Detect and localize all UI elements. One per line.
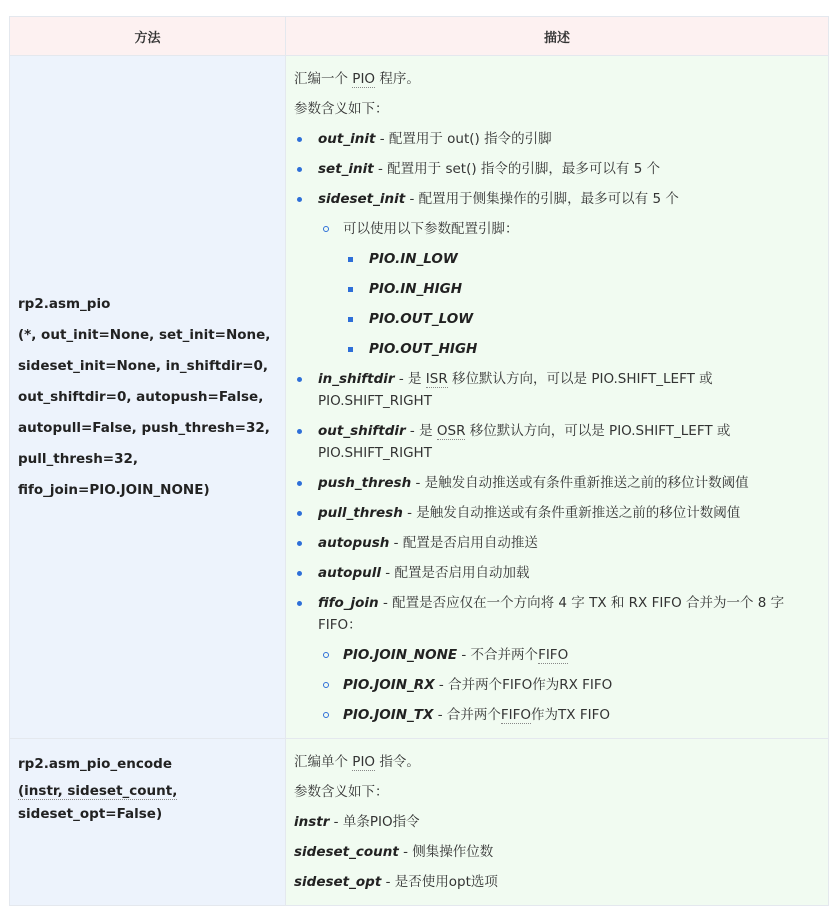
bullet-icon (297, 601, 302, 606)
abbr-pio: PIO (352, 71, 376, 87)
list-item: PIO.OUT_HIGH (294, 334, 820, 364)
bullet-icon (297, 511, 302, 516)
list-item: out_shiftdir - 是 OSR 移位默认方向，可以是 PIO.SHIFT_LEFT 或 PIO.SHIFT_RIGHT (294, 416, 820, 468)
method-arg-line: autopull=False, push_thresh=32, (18, 419, 270, 436)
list-item: push_thresh - 是触发自动推送或有条件重新推送之前的移位计数阈值 (294, 468, 820, 498)
list-item: fifo_join - 配置是否应仅在一个方向将 4 字 TX 和 RX FIFO 合并为一个 8 字 FIFO： (294, 588, 820, 640)
param-list (294, 124, 820, 730)
method-name: rp2.asm_pio_encode (18, 756, 172, 772)
list-item: out_init - 配置用于 out() 指令的引脚 (294, 124, 820, 154)
square-bullet-icon (348, 257, 353, 262)
method-description (286, 56, 829, 739)
param-line: sideset_count - 侧集操作位数 (294, 844, 494, 860)
description-intro: 汇编一个 PIO 程序。 (294, 71, 420, 87)
circle-bullet-icon (323, 652, 329, 658)
list-item: PIO.OUT_LOW (294, 304, 820, 334)
method-arg-line: pull_thresh=32, (18, 450, 139, 467)
params-heading: 参数含义如下： (294, 101, 389, 117)
params-heading: 参数含义如下： (294, 784, 389, 800)
bullet-icon (297, 541, 302, 546)
abbr-fifo: FIFO (500, 707, 532, 723)
abbr-osr: OSR (436, 423, 466, 439)
table-header-row (10, 17, 829, 56)
abbr-pio: PIO (352, 754, 376, 770)
method-arg-line: out_shiftdir=0, autopush=False, (18, 388, 264, 405)
bullet-icon (297, 167, 302, 172)
method-arg-line: (*, out_init=None, set_init=None, (18, 326, 271, 343)
method-arg-line: fifo_join=PIO.JOIN_NONE) (18, 481, 210, 498)
bullet-icon (297, 429, 302, 434)
list-item: 可以使用以下参数配置引脚： (294, 214, 820, 244)
method-signature (10, 739, 286, 906)
bullet-icon (297, 137, 302, 142)
list-item: sideset_init - 配置用于侧集操作的引脚，最多可以有 5 个 (294, 184, 820, 214)
abbr-fifo: FIFO (538, 647, 569, 663)
circle-bullet-icon (323, 682, 329, 688)
bullet-icon (297, 571, 302, 576)
header-description: 描述 (286, 17, 829, 56)
list-item: pull_thresh - 是触发自动推送或有条件重新推送之前的移位计数阈值 (294, 498, 820, 528)
abbr-isr: ISR (425, 371, 448, 387)
header-method: 方法 (10, 17, 286, 56)
square-bullet-icon (348, 347, 353, 352)
method-name: rp2.asm_pio (18, 295, 111, 312)
description-intro: 汇编单个 PIO 指令。 (294, 754, 420, 770)
list-item: PIO.JOIN_RX - 合并两个FIFO作为RX FIFO (294, 670, 820, 700)
method-arg-line: sideset_init=None, in_shiftdir=0, (18, 357, 269, 374)
param-line: sideset_opt - 是否使用opt选项 (294, 874, 498, 890)
list-item: set_init - 配置用于 set() 指令的引脚，最多可以有 5 个 (294, 154, 820, 184)
square-bullet-icon (348, 287, 353, 292)
square-bullet-icon (348, 317, 353, 322)
method-arg-line: sideset_opt=False) (18, 806, 163, 822)
list-item: PIO.JOIN_NONE - 不合并两个FIFO (294, 640, 820, 670)
table-row (10, 739, 829, 906)
list-item: PIO.IN_LOW (294, 244, 820, 274)
method-arg-line: (instr, sideset_count, (18, 783, 178, 799)
circle-bullet-icon (323, 226, 329, 232)
list-item: in_shiftdir - 是 ISR 移位默认方向，可以是 PIO.SHIFT_LEFT 或 PIO.SHIFT_RIGHT (294, 364, 820, 416)
list-item: PIO.IN_HIGH (294, 274, 820, 304)
list-item: autopull - 配置是否启用自动加载 (294, 558, 820, 588)
circle-bullet-icon (323, 712, 329, 718)
bullet-icon (297, 377, 302, 382)
table-row (10, 56, 829, 739)
method-description (286, 739, 829, 906)
param-line: instr - 单条PIO指令 (294, 814, 420, 830)
list-item: PIO.JOIN_TX - 合并两个FIFO作为TX FIFO (294, 700, 820, 730)
api-table (9, 16, 829, 906)
bullet-icon (297, 197, 302, 202)
method-signature (10, 56, 286, 739)
bullet-icon (297, 481, 302, 486)
list-item: autopush - 配置是否启用自动推送 (294, 528, 820, 558)
